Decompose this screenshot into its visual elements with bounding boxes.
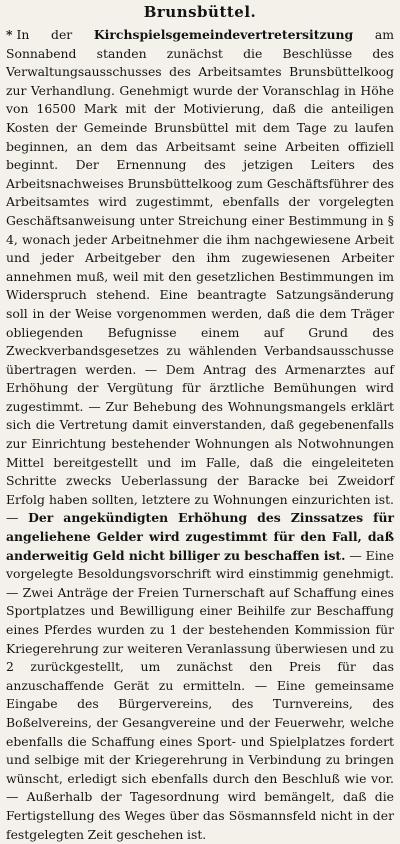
lead-star-marker: * <box>6 27 13 42</box>
meeting-name: Kirchspielsgemeindevertretersitzung <box>93 27 354 42</box>
paragraph-3: — Eine vorgelegte Besoldungsvorschrift wird einstimmig genehmigt. — Zwei Anträge der Freien Turnerschaft auf Schaffung eines Sportplatzes und Bewilligung einer Beihilfe zur Beschaffung eines Pferdes wurden zu 1 der bestehenden Kommission für Kriegerehrung zur weiteren Veranlassung überwiesen und zu 2 zurückgestellt, um zunächst den Preis für das anzuschaffende Gerät zu ermitteln. — Eine gemeinsame Eingabe des Bürgervereins, des Turnvereins, des Boßelvereins, der Gesangvereine und der Feuerwehr, welche ebenfalls die Schaffung eines Sport- und Spielplatzes fordert und selbige mit der Kriegerehrung in Verbindung zu bringen wünscht, erledigt sich ebenfalls durch den Beschluß wie vor. — Außerhalb der Tagesordnung wird bemängelt, daß die Fertigstellung des Weges über das Sösmannsfeld nicht in der festgelegten Zeit geschehen ist. <box>6 547 394 842</box>
article-body <box>6 26 394 844</box>
article-headline: Brunsbüttel. <box>143 3 257 21</box>
paragraph-1: am Sonnabend standen zunächst die Beschlüsse des Verwaltungsausschusses des Arbeitsamtes Brunsbüttelkoog zur Verhandlung. Genehmigt wurde der Voranschlag in Höhe von 16500 Mark mit der Motivierung, daß die anteiligen Kosten der Gemeinde Brunsbüttel mit dem Tage zu laufen beginnen, an dem das Arbeitsamt seine Arbeiten offiziell beginnt. Der Ernennung des jetzigen Leiters des Arbeitsnachweises Brunsbüttelkoog zum Geschäftsführer des Arbeitsamtes wird zugestimmt, ebenfalls der vorgelegten Geschäftsanweisung unter Streichung einer Bestimmung in § 4, wonach jeder Arbeitnehmer die ihm nachgewiesene Arbeit und jeder Arbeitgeber den ihm zugewiesenen Arbeiter annehmen muß, weil mit den gesetzlichen Bestimmungen im Widerspruch stehend. Eine beantragte Satzungsänderung soll in der Weise vorgenommen werden, daß die dem Träger obliegenden Befugnisse einem auf Grund des Zweckverbandsgesetzes zu wählenden Verbandsausschusse übertragen werden. — Dem Antrag des Armenarztes auf Erhöhung der Vergütung für ärztliche Bemühungen wird zugestimmt. — Zur Behebung des Wohnungsmangels erklärt sich die Vertretung damit einverstanden, daß gegebenenfalls zur Einrichtung bestehender Wohnungen als Notwohnungen Mittel bereitgestellt und im Falle, daß die eingeleiteten Schritte zwecks Ueberlassung der Baracke bei Zweidorf Erfolg haben sollten, letztere zu Wohnungen einzurichten ist. — <box>6 27 394 526</box>
intro-text: In der <box>16 27 94 42</box>
interest-rate-resolution: Der angekündigten Erhöhung des Zinssatzes für angeliehene Gelder wird zugestimmt für den Fall, daß anderweitig Geld nicht billiger zu beschaffen ist. <box>6 510 395 563</box>
